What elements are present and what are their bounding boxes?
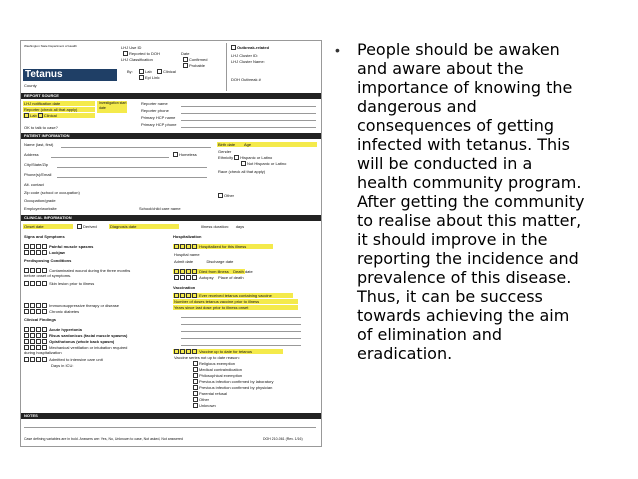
lhj-notification-date: LHJ notification date	[24, 101, 61, 106]
agency-name: Washington State Department of Health	[24, 44, 77, 48]
text-line: of elimination and	[357, 325, 503, 344]
skin-lesion: Skin lesion prior to illness	[24, 281, 94, 286]
predisposing-heading: Predisposing Conditions	[24, 258, 72, 263]
hospitalized: Hospitalized for this illness	[174, 244, 246, 249]
lab-option: Lab	[139, 69, 152, 74]
clinical-info-header: CLINICAL INFORMATION	[21, 215, 321, 221]
signs-heading: Signs and Symptoms	[24, 234, 65, 239]
race-other: Other	[218, 193, 234, 198]
patient-info-header: PATIENT INFORMATION	[21, 133, 321, 139]
bullet-paragraph	[357, 40, 632, 363]
race: Race (check all that apply)	[218, 169, 266, 174]
days-icu: Days in ICU:	[51, 363, 74, 368]
text-line: to realise about this matter,	[357, 211, 582, 230]
doses: Number of doses tetanus vaccine prior to illness	[174, 299, 260, 304]
diagnosis-date: Diagnosis date	[110, 224, 137, 229]
report-source-header: REPORT SOURCE	[21, 93, 321, 99]
ok-to-talk: OK to talk to case?	[24, 125, 58, 130]
philosophical: Philosophical exemption	[193, 373, 242, 378]
lhj-use-id: LHJ Use ID	[121, 45, 142, 50]
medical: Medical contraindication	[193, 367, 242, 372]
text-line: towards achieving the aim	[357, 306, 570, 325]
immunosuppressive: Immunosuppressive therapy or disease	[24, 303, 119, 308]
primary-hcp-phone: Primary HCP phone	[141, 122, 177, 127]
text-line: dangerous and	[357, 97, 477, 116]
reporter-check: Reporter (check all that apply)	[24, 107, 78, 112]
footer-note: Case defining variables are in bold. Answers are: Yes, No, Unknown to case, Not asked, Not answered	[24, 437, 183, 441]
city-state-zip: City/State/Zip	[24, 162, 49, 167]
vaccine-up-to-date: Vaccine up to date for tetanus	[174, 349, 252, 354]
mech-vent: Mechanical ventilation or intubation required during hospitalization	[24, 345, 128, 356]
address-label: Address	[24, 152, 39, 157]
reporter-options: Lab Clinical	[24, 113, 57, 118]
illness-duration: Illness duration: days	[201, 224, 245, 229]
lhj-classification: LHJ Classification	[121, 57, 153, 62]
ethnicity: Ethnicity Hispanic or Latino	[218, 155, 273, 160]
text-line: and aware about the	[357, 59, 524, 78]
name-label: Name (last, first)	[24, 142, 54, 147]
bullet-icon: •	[335, 42, 340, 58]
text-line: infected with tetanus. This	[357, 135, 570, 154]
parental-refusal: Parental refusal	[193, 391, 227, 396]
by-label: By:	[127, 69, 133, 74]
alt-contact: Alt. contact	[24, 182, 44, 187]
autopsy: Autopsy Place of death	[174, 275, 244, 280]
school: School/child care name	[139, 206, 181, 211]
last-dose: Years since last dose prior to illness onset	[174, 305, 249, 310]
birth-date: Birth date Age	[218, 142, 252, 147]
gender: Gender	[218, 149, 232, 154]
investigation-start-date: Investigation start date	[99, 101, 127, 110]
occupation: Occupation/grade	[24, 198, 56, 203]
painful-spasms: Painful muscle spasms	[24, 244, 93, 249]
derived-option: Derived	[77, 224, 97, 229]
text-line: eradication.	[357, 344, 453, 363]
physician-confirmed: Previous infection confirmed by physician	[193, 385, 272, 390]
vaccination-heading: Vaccination	[173, 285, 196, 290]
text-line: prevalence of this disease.	[357, 268, 572, 287]
zip-code: Zip code (school or occupation)	[24, 190, 80, 195]
text-line: importance of knowing the	[357, 78, 573, 97]
chronic-diabetes: Chronic diabetes	[24, 309, 79, 314]
text-line: health community program.	[357, 173, 582, 192]
reported-to-doh: Reported to DOH	[123, 51, 160, 56]
lab-confirmed: Previous infection confirmed by laboratory	[193, 379, 273, 384]
onset-date: Onset date	[24, 224, 44, 229]
opisthotonus: Opisthotonus (whole back spasm)	[24, 339, 114, 344]
text-line: it should improve in the	[357, 230, 548, 249]
not-hispanic: Not Hispanic or Latino	[241, 161, 286, 166]
epi-link-option: Epi Link:	[139, 75, 160, 80]
confirmed-option: Confirmed	[183, 57, 207, 62]
date-label: Date	[181, 51, 190, 56]
text-line: consequences of getting	[357, 116, 555, 135]
risus: Risus sardonicus (facial muscle spasms)	[24, 333, 127, 338]
religious: Religious exemption	[193, 361, 235, 366]
outbreak-related: Outbreak-related	[231, 45, 269, 50]
doh-outbreak: DOH Outbreak #	[231, 77, 261, 82]
lhj-cluster-id: LHJ Cluster ID:	[231, 53, 259, 58]
ever-received: Ever received tetanus containing vaccine	[174, 293, 272, 298]
probable-option: Probable	[183, 63, 205, 68]
lockjaw: Lockjaw	[24, 250, 65, 255]
icu: Admitted to intensive care unit	[24, 357, 103, 362]
primary-hcp-name: Primary HCP name	[141, 115, 176, 120]
wound: Contaminated wound during the three months before onset of symptoms.	[24, 268, 131, 279]
reporter-name: Reporter name	[141, 101, 168, 106]
hypertonia: Acute hypertonia	[24, 327, 82, 332]
other-reason: Other	[193, 397, 209, 402]
clinical-option: Clinical	[157, 69, 176, 74]
notes-header: NOTES	[21, 413, 321, 419]
tetanus-report-form	[20, 40, 322, 447]
died: Died from illness Death date	[174, 269, 253, 274]
form-title: Tetanus	[23, 69, 117, 81]
hospitalization-heading: Hospitalization	[173, 234, 202, 239]
lhj-cluster-name: LHJ Cluster Name:	[231, 59, 265, 64]
text-line: will be conducted in a	[357, 154, 533, 173]
form-code: DOH 210-061 (Rev. 1/16)	[263, 437, 303, 441]
admit-date: Admit date Discharge date	[174, 259, 234, 264]
text-line: After getting the community	[357, 192, 585, 211]
text-line: People should be awaken	[357, 40, 560, 59]
hospital-name: Hospital name	[174, 252, 200, 257]
phone-email: Phone(s)/Email	[24, 172, 52, 177]
employer: Employer/worksite	[24, 206, 57, 211]
text-line: reporting the incidence and	[357, 249, 579, 268]
reporter-phone: Reporter phone	[141, 108, 169, 113]
vaccine-not-up-to-date: Vaccine series not up to date reason:	[174, 355, 240, 360]
unknown-reason: Unknown	[193, 403, 216, 408]
text-line: Thus, it can be success	[357, 287, 543, 306]
clinical-findings-heading: Clinical Findings	[24, 317, 57, 322]
county-label: County	[24, 83, 37, 88]
homeless-option: Homeless	[173, 152, 197, 157]
